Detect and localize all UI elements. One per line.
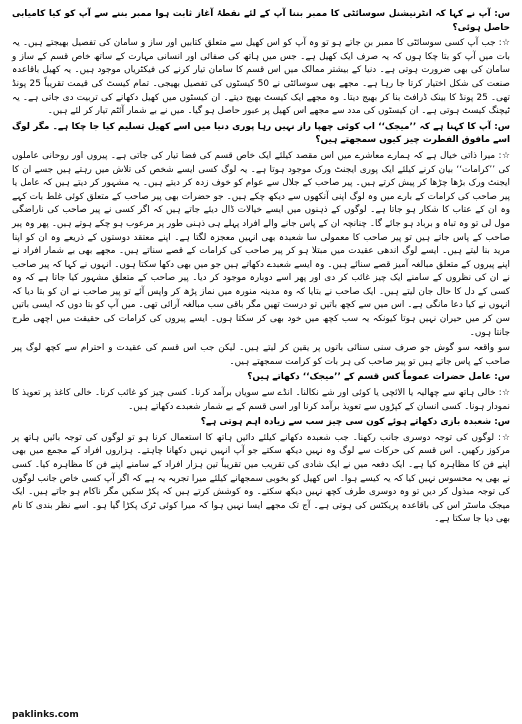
answer-4: ☆: لوگوں کی توجہ دوسری جانب رکھنا۔ جب شعبدہ دکھانے کیلئے دائیں ہاتھ کا استعمال کرنا ہو تو لوگوں کی توجہ بائیں ہاتھ پر مرکوز رکھیں۔ اس قسم کی حرکات سے لوگ وہ نہیں دیکھ سکتے جو آپ انہیں نہیں دکھانا چاہتے۔ ہزاروں افراد کے مجمع میں بھی اپنے فن کا مظاہرہ کیا ہے۔ ایک دفعہ میں نے ایک شادی کی تقریب میں تقریباً تین ہزار افراد کے سامنے اپنے فن کا مظاہرہ کیا۔ کسی نے بھی یہ محسوس نہیں کیا کہ یہ کیسے ہوا۔ اس کھیل کو بخوبی سمجھانے کیلئے میرا تجربہ یہ ہے کہ اگر آپ کسی خاص جانب لوگوں کی توجہ مبذول کر دیں تو وہ دوسری طرف کچھ نہیں دیکھ سکتے۔ وہ کوشش کرتے ہیں کہ پکڑ سکیں مگر ناکام ہو جاتے ہیں۔ ایک میجک ماسٹر اس کی باقاعدہ پریکٹس کی ہوتی ہے۔ آج تک مجھے ایسا نہیں ہوا کہ میرا کوئی ٹرک پکڑا گیا ہو۔ اسے نظر بندی کا نام بھی دیا جا سکتا ہے۔ [12,432,510,525]
question-1: س: آپ نے کہا کہ انٹرنیشنل سوسائٹی کا ممبر بننا آپ کے لئے نقطۂ آغاز ثابت ہوا ممبر بننے سے آپ کو کیا کامیابی حاصل ہوئی؟ [12,9,510,33]
answer-1: ☆: جب آپ کسی سوسائٹی کا ممبر بن جاتے ہو تو وہ آپ کو اس کھیل سے متعلق کتابیں اور ساز و سامان کی تفصیل بھیجتے ہیں۔ یہ بات میں آپ کو بتا چکا ہوں کہ یہ صرف ایک کھیل ہے۔ جس میں ہاتھ کی صفائی اور انسانی مہارت کے ساتھ خاص قسم کے ساز و سامان کی بھی ضرورت ہوتی ہے۔ دنیا کے بیشتر ممالک میں اس قسم کا سامان تیار کرنے کی فیکٹریاں موجود ہیں۔ یہ کھیل باقاعدہ صنعت کی شکل اختیار کرتا جا رہا ہے۔ مجھے بھی سوسائٹی نے 50 کیسٹوں کی تفصیل بھیجی۔ تمام کیسٹ کی قیمت تقریباً 25 پونڈ تھی۔ 25 پونڈ کا بینک ڈرافٹ بنا کر بھیج دیتا۔ وہ مجھے ایک کیسٹ بھیج دیتے۔ ان کیسٹوں میں کھیل دکھانے کی تربیت دی جاتی ہے۔ یہ ٹیچنگ کیسٹ ہوتی ہے۔ ان کیسٹوں کی مدد سے مجھے اس کھیل پر عبور حاصل ہو گیا۔ میں نے بے شمار آئٹم تیار کر لئے ہیں۔ [12,38,510,117]
question-3: س: عامل حضرات عموماً کس قسم کے ’’میجک‘‘ دکھاتے ہیں؟ [247,372,510,383]
answer-2: ☆: میرا ذاتی خیال ہے کہ ہمارے معاشرے میں اس مقصد کیلئے ایک خاص قسم کی فضا تیار کی جاتی ہے۔ پیروں اور روحانی عاملوں کی ’’کرامات‘‘ بیان کرنے کیلئے ایک پوری ایجنٹ ورک موجود ہوتا ہے۔ یہ لوگ کسی ایسے شخص کی تلاش میں رہتے ہیں جسے ان کا ایجنٹ ورک بڑھا چڑھا کر پیش کرتے ہیں۔ پیر صاحب کے جلال سے عوام کو خوف زدہ کر دیتے ہیں۔ یہ مشہور کر دیتے ہیں کہ عامل یا پیر صاحب کی کرامات کے بارے میں وہ لوگ اپنی آنکھوں سے دیکھ چکے ہیں۔ جو حضرات بھی پیر صاحب کے متعلق کوئی غلط بات کہے وہ ان کے عتاب کا شکار ہو جاتا ہے۔ لوگوں کے ذہنوں میں ایسے خیالات ڈال دیئے جاتے ہیں کہ اگر کسی نے پیر صاحب کی ناراضگی مول لی تو وہ تباہ و برباد ہو جائے گا۔ چنانچہ ان کے پاس جانے والے افراد پہلے ہی ذہنی طور پر مرعوب ہو چکے ہوتے ہیں۔ پھر وہ پیر صاحب کے پاس جاتے ہیں تو پیر صاحب کا معمولی سا شعبدہ بھی انہیں معجزہ لگتا ہے۔ اپنے معتقد دوستوں کے ذریعے وہ ان کو اپنا مرید بنا لیتے ہیں۔ ایسے لوگ اندھی عقیدت میں مبتلا ہو کر پیر صاحب کی کرامات کے قصے سناتے ہیں۔ مجھے بھی بے شمار افراد نے اپنے پیروں کے متعلق مبالغہ آمیز قصے سنائے ہیں۔ وہ ایسے شعبدے دکھاتے ہیں جو میں بھی دکھا سکتا ہوں۔ انہوں نے کہا کہ پیر صاحب نے ان کی نظروں کے سامنے ایک چیز غائب کر دی اور پھر اسے دوبارہ موجود کر دیا۔ پیر صاحب کے متعلق مشہور کیا جاتا ہے کہ وہ کسی کے دل کا حال جان لیتے ہیں۔ ایک صاحب نے بتایا کہ وہ مدینہ منورہ میں نماز پڑھ کر واپس آئے تو پیر صاحب نے ان کو بتا دیا کہ انہوں نے کیا دعا مانگی ہے۔ اس میں سے کچھ باتیں تو درست تھیں مگر باقی سب مبالغہ آرائی تھی۔ میں آپ کو بتا دوں کہ ایسی باتیں سن کر میں حیران نہیں ہوتا کیونکہ یہ سب کچھ میں خود بھی کر سکتا ہوں۔ ایسے پیروں کی کرامات کی حقیقت میں اچھی طرح جانتا ہوں۔ [12,150,510,338]
answer-2-continued: سو واقعہ سو گوش جو صرف سنی سنائی باتوں پر یقین کر لیتے ہیں۔ لیکن جب اس قسم کی عقیدت و احترام سے کچھ لوگ پیر صاحب کے پاس جاتے ہیں تو پیر صاحب کی ہر بات کو کرامت سمجھتے ہیں۔ [12,343,510,367]
question-2: س: آپ کا کہنا ہے کہ ’’میجک‘‘ اب کوئی چھپا راز نہیں رہا پوری دنیا میں اسے کھیل تسلیم کیا جا چکا ہے۔ مگر لوگ اسے مافوق الفطرت چیز کیوں سمجھتے ہیں؟ [12,121,510,146]
answer-3: ☆: خالی ہاتھ سے چھالیہ یا الائچی یا کوئی اور شے نکالنا۔ انڈے سے سویاں برآمد کرنا۔ کسی چیز کو غائب کرنا۔ خالی کاغذ پر تعویذ کا نمودار ہونا۔ کسی انسان کے کپڑوں سے تعویذ برآمد کرنا اور اسی قسم کے بے شمار شعبدے دکھاتے ہیں۔ [12,388,510,412]
question-4: س: شعبدہ بازی دکھاتے ہوئے کون سی چیز سب سے زیادہ اہم ہوتی ہے؟ [200,417,510,428]
site-watermark: paklinks.com [12,710,79,720]
